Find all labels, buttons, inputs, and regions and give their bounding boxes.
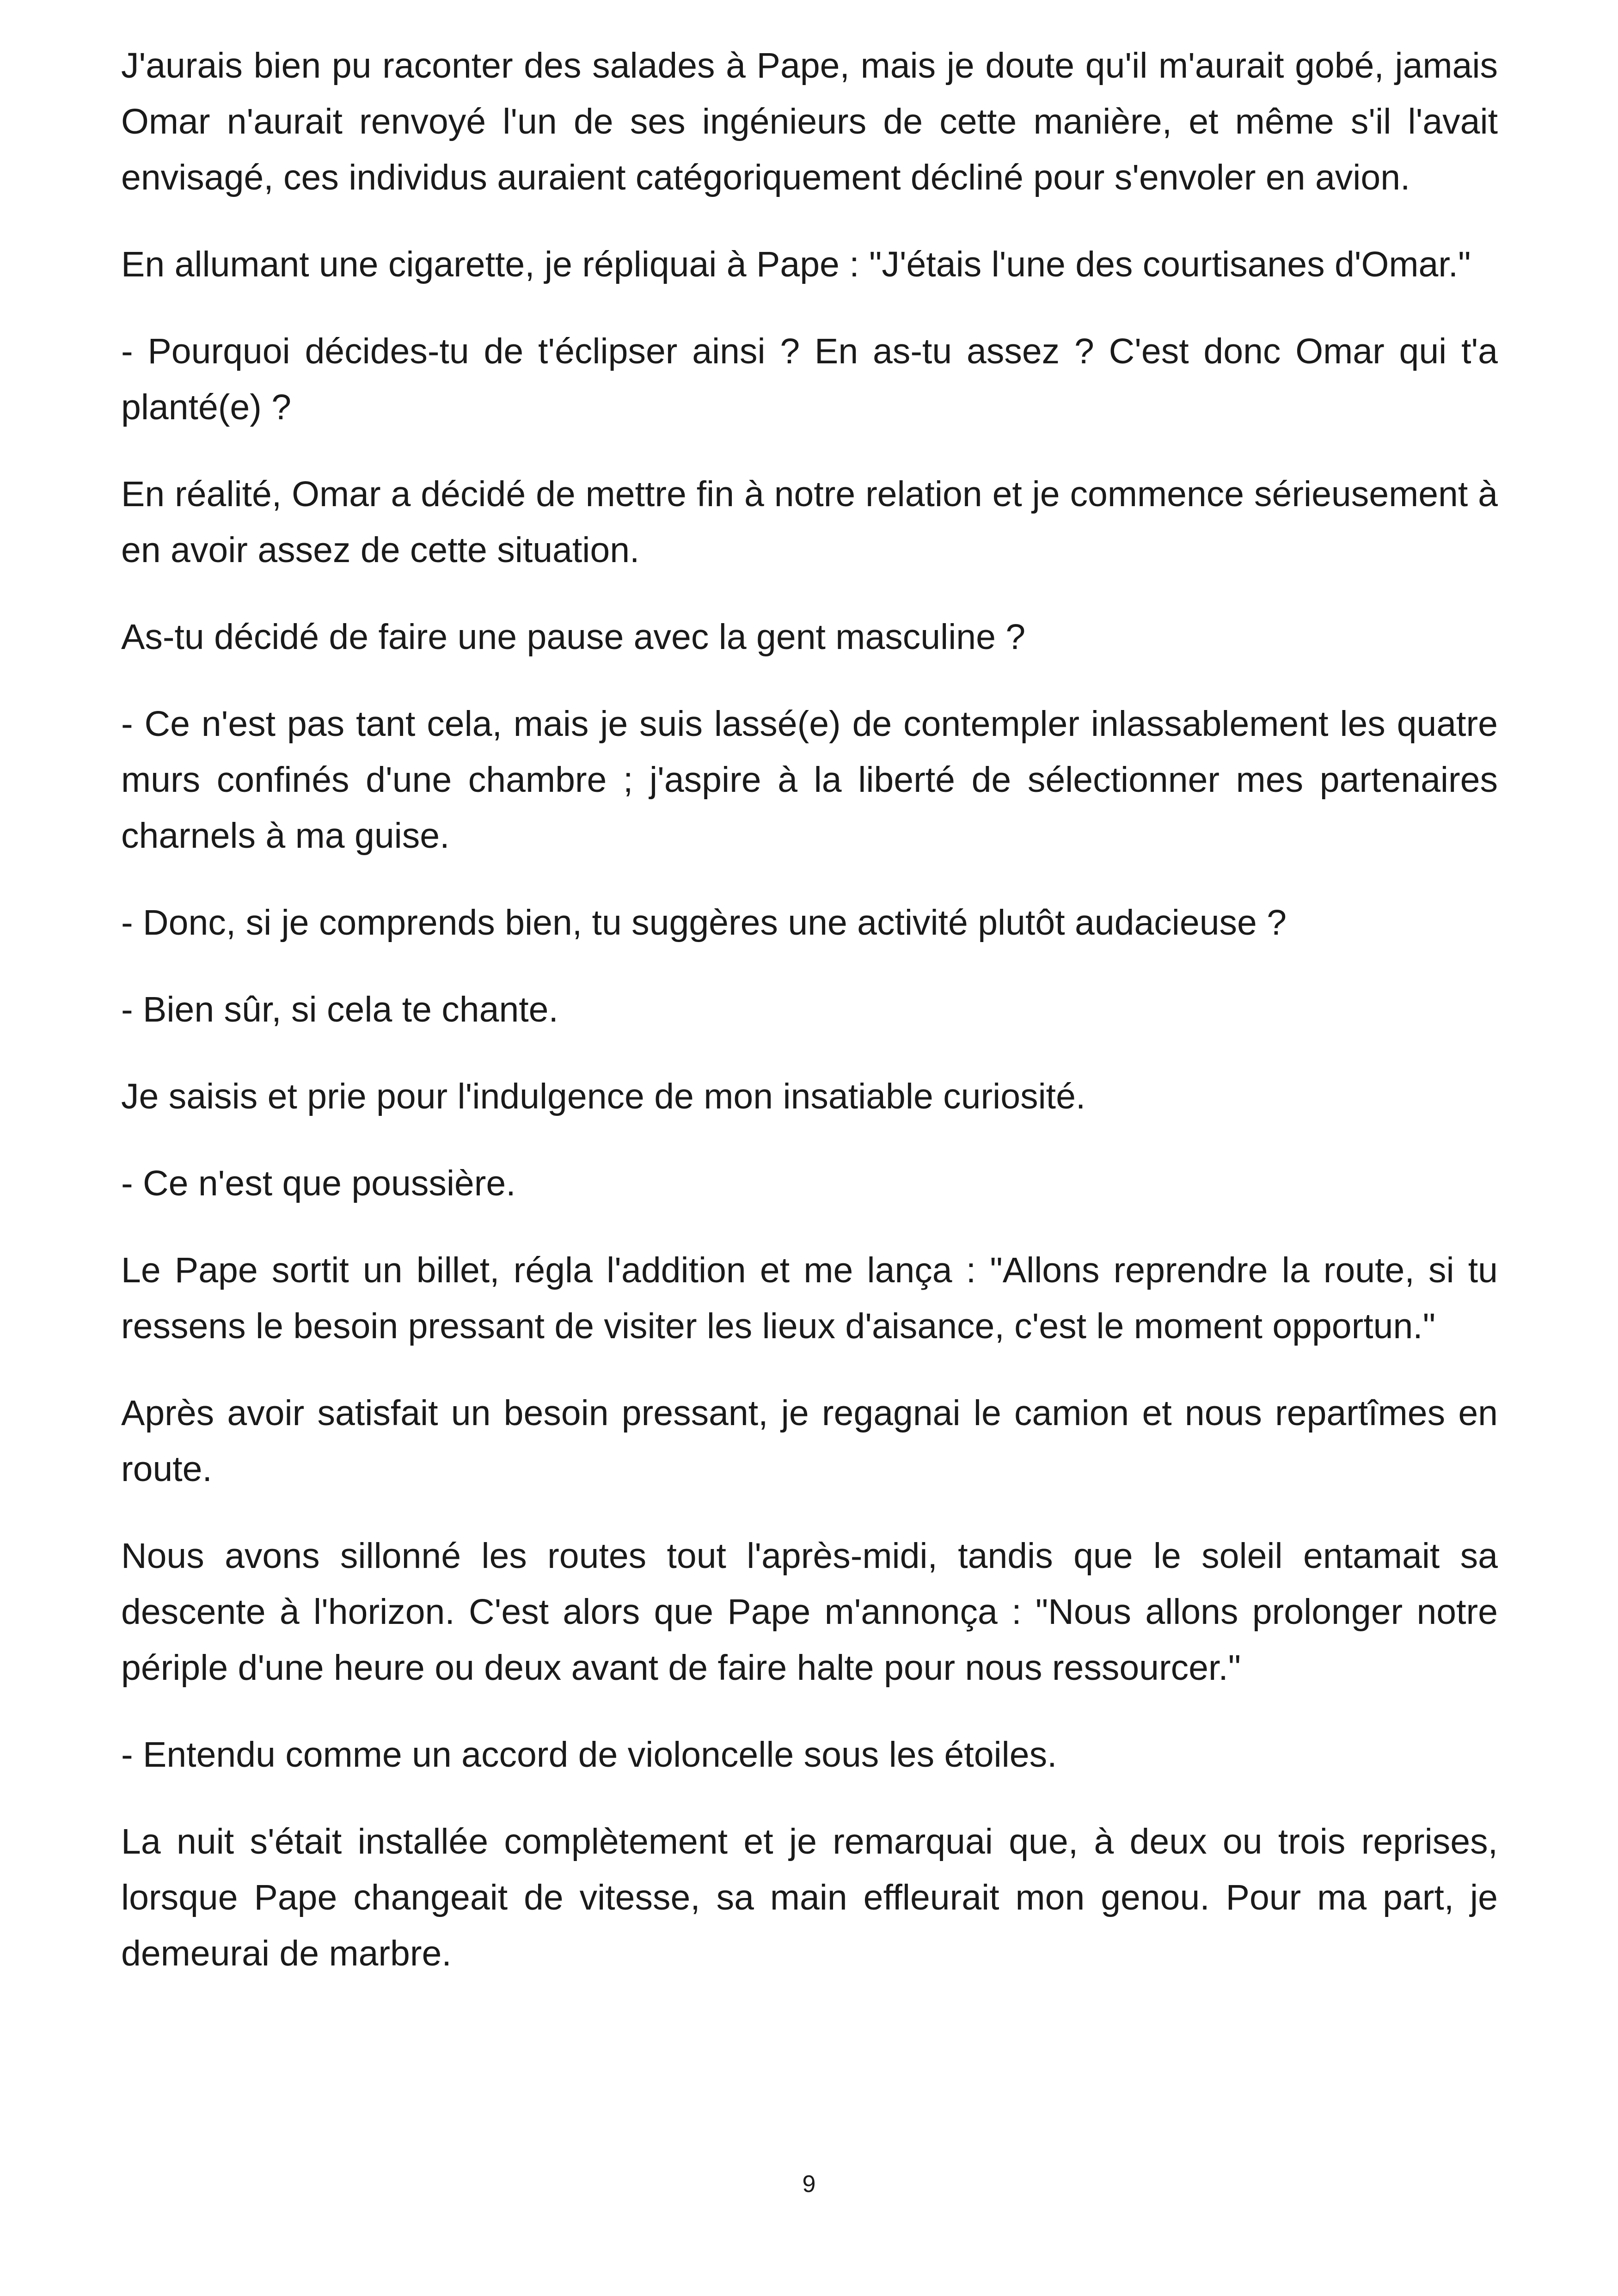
paragraph-15: La nuit s'était installée complètement et je remarquai que, à deux ou trois reprises, lorsque Pape changeait de vitesse, sa main effleurait mon genou. Pour ma part, je demeurai de marbre. xyxy=(121,1822,1498,1973)
body-text xyxy=(121,38,1498,2013)
paragraph-5: As-tu décidé de faire une pause avec la gent masculine ? xyxy=(121,617,1026,657)
paragraph-13: Nous avons sillonné les routes tout l'après-midi, tandis que le soleil entamait sa descente à l'horizon. C'est alors que Pape m'annonça : "Nous allons prolonger notre périple d'une heure ou deux avant de faire halte pour nous ressourcer." xyxy=(121,1536,1498,1688)
paragraph-8: - Bien sûr, si cela te chante. xyxy=(121,990,558,1029)
paragraph-12: Après avoir satisfait un besoin pressant, je regagnai le camion et nous repartîmes en route. xyxy=(121,1393,1498,1489)
paragraph-11: Le Pape sortit un billet, régla l'addition et me lança : "Allons reprendre la route, si tu ressens le besoin pressant de visiter les lieux d'aisance, c'est le moment opportun." xyxy=(121,1250,1498,1346)
paragraph-9: Je saisis et prie pour l'indulgence de mon insatiable curiosité. xyxy=(121,1077,1086,1116)
paragraph-3: - Pourquoi décides-tu de t'éclipser ainsi ? En as-tu assez ? C'est donc Omar qui t'a planté(e) ? xyxy=(121,331,1498,427)
paragraph-10: - Ce n'est que poussière. xyxy=(121,1163,516,1203)
paragraph-14: - Entendu comme un accord de violoncelle sous les étoiles. xyxy=(121,1735,1057,1775)
page-number: 9 xyxy=(802,2171,816,2198)
paragraph-1: J'aurais bien pu raconter des salades à Pape, mais je doute qu'il m'aurait gobé, jamais Omar n'aurait renvoyé l'un de ses ingénieurs de cette manière, et même s'il l'avait envisagé, ces individus auraient catégoriquement décliné pour s'envoler en avion. xyxy=(121,46,1498,197)
paragraph-2: En allumant une cigarette, je répliquai à Pape : "J'étais l'une des courtisanes d'Omar." xyxy=(121,245,1471,284)
paragraph-4: En réalité, Omar a décidé de mettre fin à notre relation et je commence sérieusement à en avoir assez de cette situation. xyxy=(121,474,1498,570)
paragraph-7: - Donc, si je comprends bien, tu suggères une activité plutôt audacieuse ? xyxy=(121,903,1287,943)
paragraph-6: - Ce n'est pas tant cela, mais je suis lassé(e) de contempler inlassablement les quatre murs confinés d'une chambre ; j'aspire à la liberté de sélectionner mes partenaires charnels à ma guise. xyxy=(121,704,1498,856)
